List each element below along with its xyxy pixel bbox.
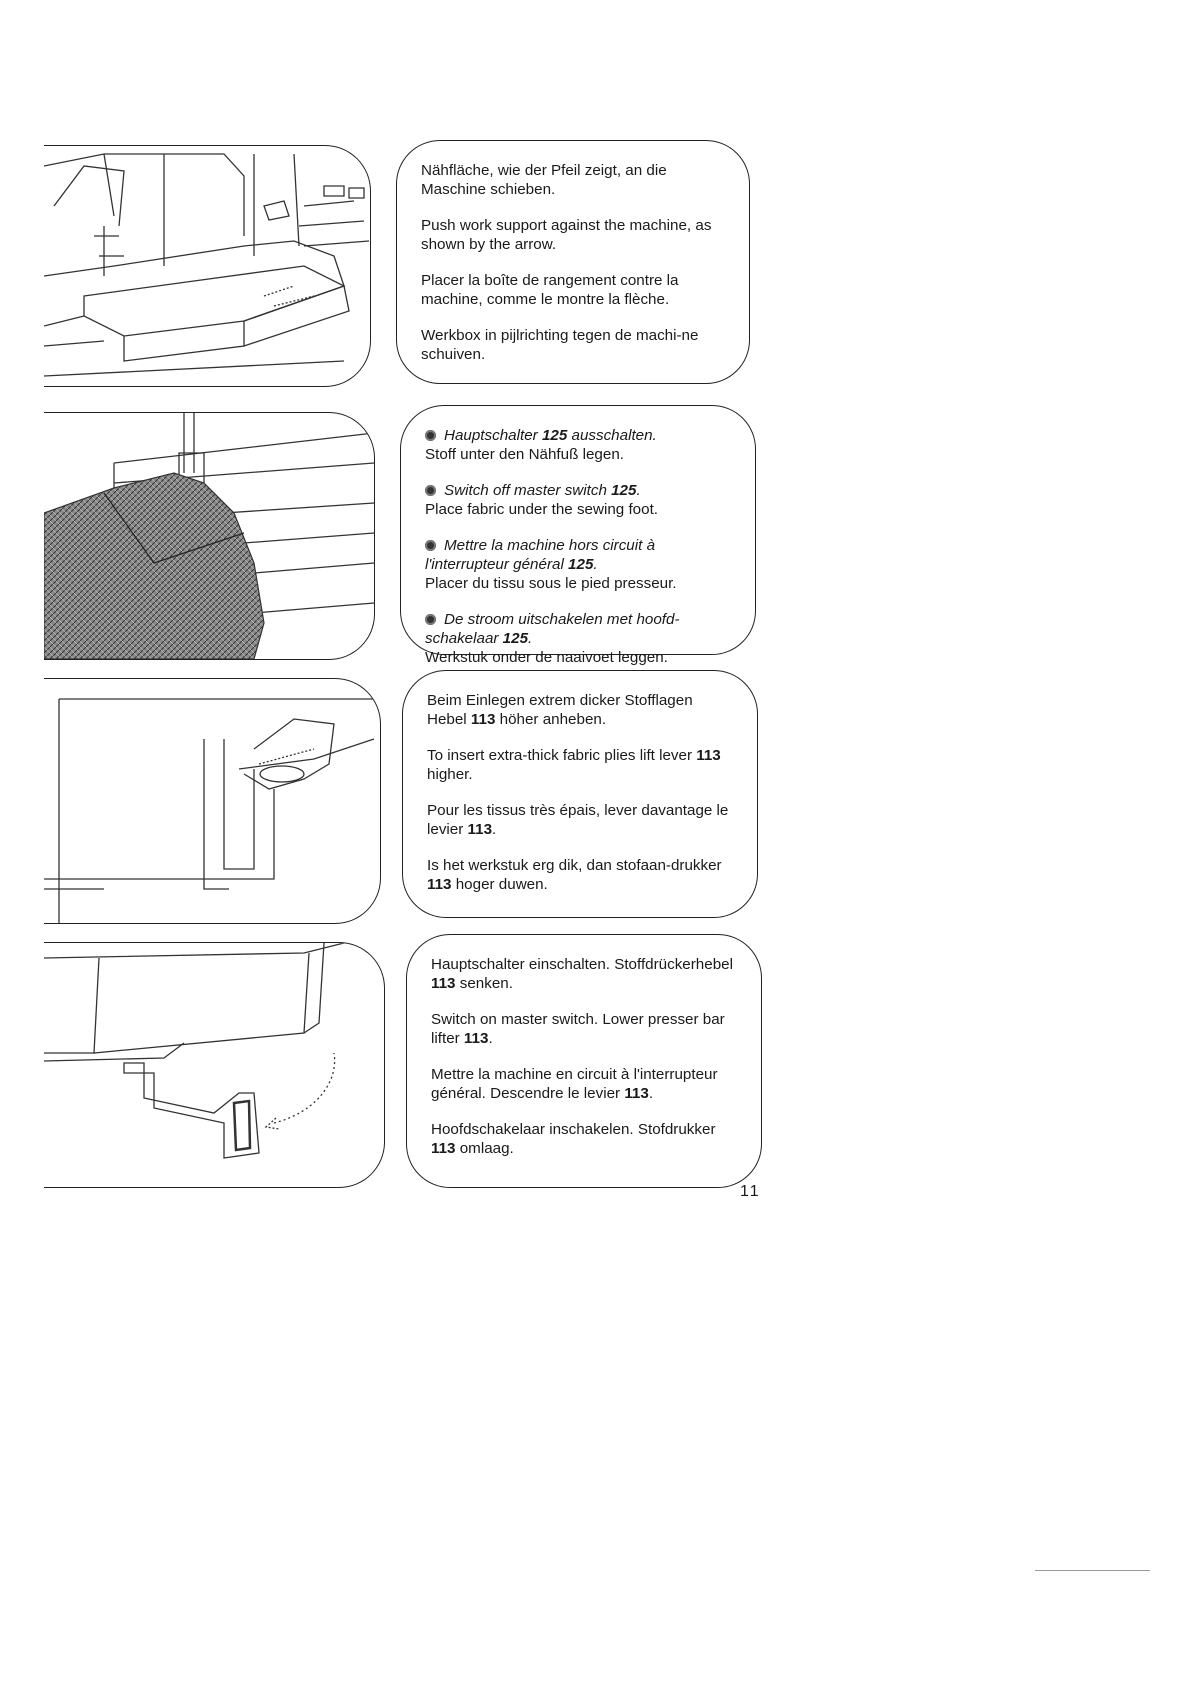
illustration-fabric-placement: [44, 412, 375, 660]
text-part: Switch on master switch. Lower presser bar lifter: [431, 1011, 725, 1047]
lever-number: 113: [431, 975, 456, 992]
text-part: höher anheben.: [495, 711, 607, 728]
plain-text: Placer du tissu sous le pied presseur.: [425, 575, 677, 592]
italic-text: .: [636, 482, 641, 499]
italic-text: De stroom uitschakelen met hoofd-schakelaar: [425, 611, 680, 647]
text-part: Hoofdschakelaar inschakelen. Stofdrukker: [431, 1121, 716, 1138]
lever-number: 113: [696, 747, 721, 764]
plain-text: Werkstuk onder de naaivoet leggen.: [425, 649, 668, 666]
instruction-box-1: [396, 140, 750, 384]
text-part: To insert extra-thick fabric plies lift lever: [427, 747, 697, 764]
switch-number: 125: [541, 427, 568, 444]
plain-text: Stoff unter den Nähfuß legen.: [425, 446, 624, 463]
bullet-icon: [425, 485, 436, 496]
text-part: Pour les tissus très épais, lever davantage le levier: [427, 802, 729, 838]
text-part: hoger duwen.: [451, 876, 548, 893]
instruction-nl: Werkbox in pijlrichting tegen de machi-ne schuiven.: [421, 327, 699, 363]
text-part: .: [648, 1085, 654, 1102]
illustration-work-support: [44, 145, 371, 387]
instruction-nl: [425, 610, 733, 667]
bullet-icon: [425, 430, 436, 441]
instruction-de: [431, 955, 739, 993]
bullet-icon: [425, 540, 436, 551]
instruction-fr: Placer la boîte de rangement contre la machine, comme le montre la flèche.: [421, 272, 679, 308]
instruction-en: [431, 1010, 739, 1048]
illustration-presser-bar: [44, 942, 385, 1188]
fabric-under-foot-icon: [44, 413, 374, 659]
instruction-en: Push work support against the machine, as shown by the arrow.: [421, 217, 712, 253]
instruction-de: Nähfläche, wie der Pfeil zeigt, an die Maschine schieben.: [421, 162, 667, 198]
switch-number: 125: [568, 556, 594, 573]
instruction-fr: [427, 801, 735, 839]
lever-number: 113: [431, 1140, 456, 1157]
scan-edge-line: [1035, 1570, 1150, 1571]
italic-text: .: [593, 556, 598, 573]
lever-number: 113: [463, 1030, 489, 1047]
lever-number: 113: [624, 1085, 649, 1102]
page-number: 11: [740, 1183, 761, 1200]
text-part: Hauptschalter einschalten. Stoffdrückerhebel: [431, 956, 733, 973]
instruction-nl: [427, 856, 735, 894]
italic-text: Switch off master switch: [444, 482, 612, 499]
italic-text: .: [528, 630, 533, 647]
instruction-box-3: [402, 670, 758, 918]
lever-number: 113: [427, 876, 452, 893]
instruction-de: [425, 426, 733, 464]
illustration-lever-lift: [44, 678, 381, 924]
text-part: .: [492, 821, 497, 838]
bullet-icon: [425, 614, 436, 625]
presser-bar-lower-icon: [44, 943, 384, 1187]
instruction-nl: [431, 1120, 739, 1158]
text-part: omlaag.: [455, 1140, 514, 1157]
lever-number: 113: [467, 821, 493, 838]
lever-number: 113: [470, 711, 496, 728]
instruction-fr: [431, 1065, 739, 1103]
instruction-box-2: [400, 405, 756, 666]
text-part: Beim Einlegen extrem dicker Stofflagen Hebel: [427, 692, 693, 728]
machine-with-work-support-icon: [44, 146, 370, 386]
instruction-en: [427, 746, 735, 784]
italic-text: Mettre la machine hors circuit à l'interrupteur général: [425, 537, 656, 573]
text-part: Mettre la machine en circuit à l'interrupteur général. Descendre le levier: [431, 1066, 718, 1102]
text-part: .: [488, 1030, 493, 1047]
italic-text: Hauptschalter: [444, 427, 542, 444]
instruction-fr: [425, 536, 733, 593]
instruction-box-4: [406, 934, 762, 1188]
lever-lift-icon: [44, 679, 380, 923]
switch-number: 125: [611, 482, 637, 499]
italic-text: ausschalten.: [567, 427, 657, 444]
switch-number: 125: [502, 630, 529, 647]
text-part: Is het werkstuk erg dik, dan stofaan-drukker: [427, 857, 722, 874]
text-part: higher.: [427, 766, 473, 783]
plain-text: Place fabric under the sewing foot.: [425, 501, 659, 518]
text-part: senken.: [455, 975, 513, 992]
instruction-en: [425, 481, 733, 519]
instruction-de: [427, 691, 735, 729]
